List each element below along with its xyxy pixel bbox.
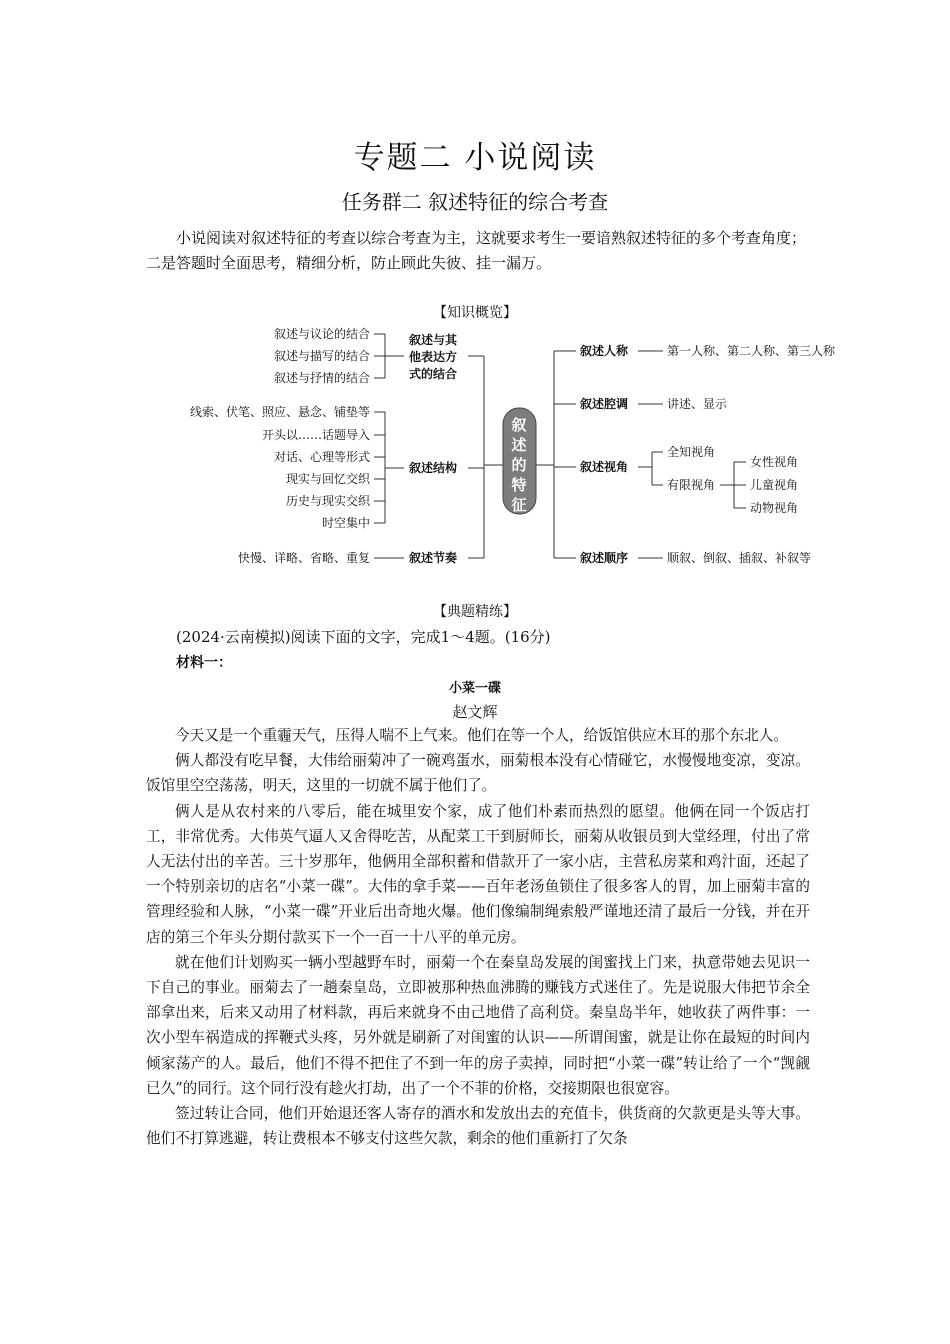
person-label: 叙述人称 bbox=[580, 344, 629, 358]
practice-source-line: (2024·云南模拟)阅读下面的文字，完成1～4题。(16分) bbox=[176, 628, 551, 646]
center-char: 征 bbox=[511, 496, 527, 514]
order-label: 叙述顺序 bbox=[580, 551, 629, 565]
tone-value: 讲述、显示 bbox=[667, 397, 728, 411]
practice-heading: 【典题精练】 bbox=[433, 604, 517, 620]
story-body bbox=[146, 723, 810, 1151]
structure-item: 现实与回忆交织 bbox=[285, 472, 370, 486]
structure-item: 历史与现实交织 bbox=[285, 494, 370, 508]
structure-item: 线索、伏笔、照应、悬念、铺垫等 bbox=[189, 405, 370, 419]
center-char: 叙 bbox=[511, 416, 527, 434]
story-paragraph: 俩人都没有吃早餐，大伟给丽菊冲了一碗鸡蛋水，丽菊根本没有心情碰它，水慢慢地变凉，变凉。饭馆里空空荡荡，明天，这里的一切就不属于他们了。 bbox=[146, 752, 810, 795]
structure-item: 开头以……话题导入 bbox=[261, 428, 370, 442]
story-author: 赵文辉 bbox=[452, 703, 498, 721]
story-paragraph: 就在他们计划购买一辆小型越野车时，丽菊一个在秦皇岛发展的闺蜜找上门来，执意带她去见识一下自己的事业。丽菊去了一趟秦皇岛，立即被那种热血沸腾的赚钱方式迷住了。先是说服大伟把节余全部拿出来，后来又动用了材料款，再后来就身不由己地借了高利贷。秦皇岛半年，她收获了两件事：一次小型车祸造成的挥鞭式头疼，另外就是刷新了对闺蜜的认识——所谓闺蜜，就是让你在最短的时间内倾家荡产的人。最后，他们不得不把住了不到一年的房子卖掉，同时把“小菜一碟”转让给了一个“觊觎已久”的同行。这个同行没有趁火打劫，出了一个不菲的价格，交接期限也很宽容。 bbox=[146, 953, 810, 1097]
view-sub-item: 女性视角 bbox=[750, 455, 799, 469]
view-item: 全知视角 bbox=[667, 445, 716, 459]
combine-label-line: 叙述与其 bbox=[409, 333, 458, 347]
combine-label-line: 式的结合 bbox=[409, 367, 458, 381]
story-paragraph: 俩人是从农村来的八零后，能在城里安个家，成了他们朴素而热烈的愿望。他俩在同一个饭店打工，非常优秀。大伟英气逼人又舍得吃苦，从配菜工干到厨师长，丽菊从收银员到大堂经理，付出了常人无法付出的辛苦。三十岁那年，他俩用全部积蓄和借款开了一家小店，主营私房菜和鸡汁面，还起了一个特别亲切的店名“小菜一碟”。大伟的拿手菜——百年老汤鱼锁住了很多客人的胃，加上丽菊丰富的管理经验和人脉，“小菜一碟”开业后出奇地火爆。他们像编制绳索般严谨地还清了最后一分钱，并在开店的第三个年头分期付款买下一个一百一十八平的单元房。 bbox=[146, 802, 810, 946]
combine-item: 叙述与描写的结合 bbox=[273, 349, 370, 363]
view-sub-item: 动物视角 bbox=[750, 501, 799, 515]
center-char: 的 bbox=[511, 456, 527, 474]
structure-item: 时空集中 bbox=[321, 516, 370, 530]
story-paragraph: 今天又是一个重霾天气，压得人喘不上气来。他们在等一个人，给饭馆供应木耳的那个东北人。 bbox=[175, 727, 788, 744]
tone-label: 叙述腔调 bbox=[580, 397, 629, 411]
center-char: 特 bbox=[511, 476, 527, 494]
structure-label: 叙述结构 bbox=[409, 461, 458, 475]
combine-item: 叙述与抒情的结合 bbox=[273, 371, 370, 385]
combine-label-line: 他表达方 bbox=[409, 350, 458, 364]
person-value: 第一人称、第二人称、第三人称 bbox=[667, 344, 836, 358]
combine-item: 叙述与议论的结合 bbox=[273, 327, 370, 341]
intro-paragraph: 小说阅读对叙述特征的考查以综合考查为主，这就要求考生一要谙熟叙述特征的多个考查角度；二是答题时全面思考，精细分析，防止顾此失彼、挂一漏万。 bbox=[146, 229, 807, 272]
rhythm-label: 叙述节奏 bbox=[409, 551, 458, 565]
story-title: 小菜一碟 bbox=[448, 681, 501, 696]
rhythm-item: 快慢、详略、省略、重复 bbox=[237, 551, 370, 565]
page-subtitle: 任务群二 叙述特征的综合考查 bbox=[341, 190, 609, 214]
story-paragraph: 签过转让合同，他们开始退还客人寄存的酒水和发放出去的充值卡，供货商的欠款更是头等大事。他们不打算逃避，转让费根本不够支付这些欠款，剩余的他们重新打了欠条 bbox=[146, 1105, 810, 1148]
overview-heading: 【知识概览】 bbox=[433, 305, 517, 321]
material-label: 材料一： bbox=[176, 655, 232, 671]
page-title: 专题二 小说阅读 bbox=[353, 140, 597, 176]
structure-item: 对话、心理等形式 bbox=[273, 450, 370, 464]
view-label: 叙述视角 bbox=[580, 460, 629, 474]
order-value: 顺叙、倒叙、插叙、补叙等 bbox=[667, 551, 812, 565]
view-sub-item: 儿童视角 bbox=[750, 478, 799, 492]
view-item: 有限视角 bbox=[667, 478, 716, 492]
center-char: 述 bbox=[511, 436, 527, 454]
